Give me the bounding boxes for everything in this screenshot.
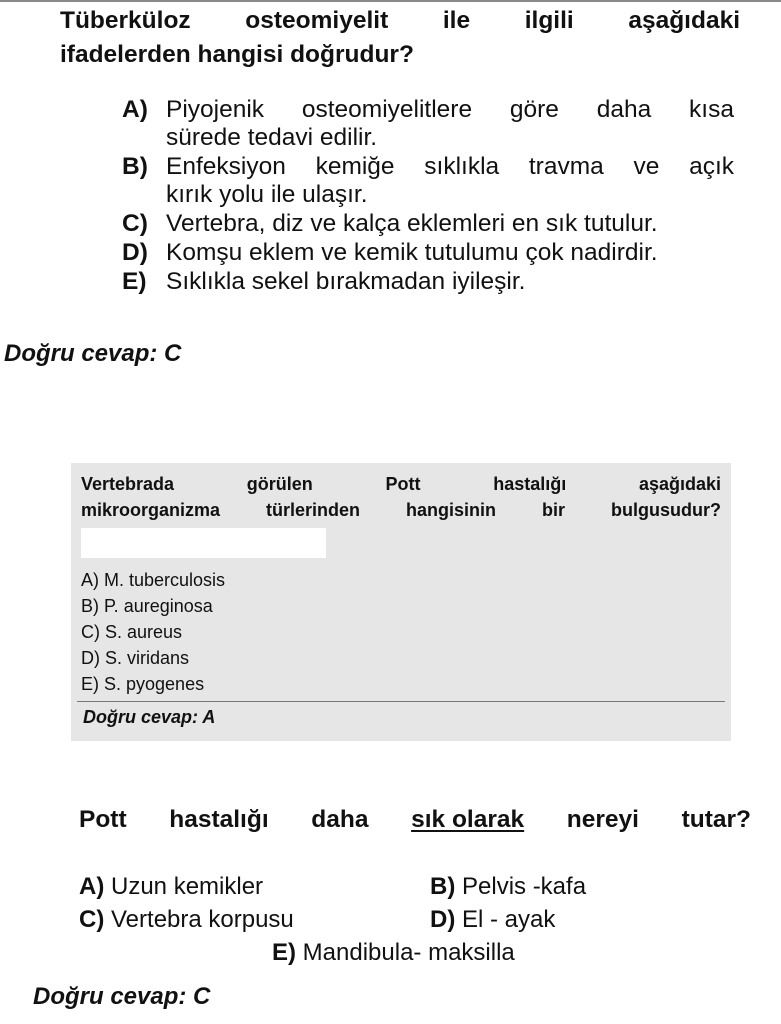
question-3-stem: Pott hastalığı daha sık olarak nereyi tutar?	[79, 806, 751, 833]
question-3-option-c[interactable]: C) Vertebra korpusu	[79, 906, 294, 933]
question-3-option-a[interactable]: A) Uzun kemikler	[79, 873, 264, 900]
question-2-option-a[interactable]: A) M. tuberculosis	[81, 570, 226, 590]
question-3-answer: Doğru cevap: C	[33, 983, 211, 1010]
question-1-option-e[interactable]: E) Sıklıkla sekel bırakmadan iyileşir.	[122, 268, 526, 295]
question-2-box	[71, 463, 731, 741]
question-3-underlined-phrase: sık olarak	[411, 806, 525, 833]
question-2-stem: Vertebrada görülen Pott hastalığı aşağıdaki mikroorganizma türlerinden hangisinin bir bulgusudur?	[81, 474, 721, 520]
question-1-answer: Doğru cevap: C	[4, 340, 182, 367]
question-2-option-c[interactable]: C) S. aureus	[81, 622, 183, 642]
question-2-option-e[interactable]: E) S. pyogenes	[81, 674, 205, 694]
question-2-blank-strip	[81, 528, 326, 558]
question-2-option-d[interactable]: D) S. viridans	[81, 648, 190, 668]
question-2-option-b[interactable]: B) P. aureginosa	[81, 596, 213, 616]
question-2-divider	[77, 701, 725, 702]
question-1-option-b[interactable]: B) Enfeksiyon kemiğe sıklıkla travma ve açık kırık yolu ile ulaşır.	[122, 153, 734, 208]
question-1-option-c[interactable]: C) Vertebra, diz ve kalça eklemleri en sık tutulur.	[122, 210, 658, 237]
question-2-answer: Doğru cevap: A	[83, 707, 216, 727]
question-1-stem-line-2: ifadelerden hangisi doğrudur?	[60, 41, 414, 68]
question-2-options	[81, 567, 225, 697]
top-border-line	[0, 0, 781, 2]
question-1-options	[122, 96, 734, 297]
question-1-option-a[interactable]: A) Piyojenik osteomiyelitlere göre daha kısa sürede tedavi edilir.	[122, 96, 734, 151]
question-1	[60, 4, 741, 295]
question-3-option-b[interactable]: B) Pelvis -kafa	[430, 873, 587, 900]
question-1-stem-line-1: Tüberküloz osteomiyelit ile ilgili aşağıdaki	[60, 7, 741, 34]
question-3-option-d[interactable]: D) El - ayak	[430, 906, 556, 933]
question-1-option-d[interactable]: D) Komşu eklem ve kemik tutulumu çok nadirdir.	[122, 239, 658, 266]
question-3-option-e[interactable]: E) Mandibula- maksilla	[272, 939, 515, 966]
